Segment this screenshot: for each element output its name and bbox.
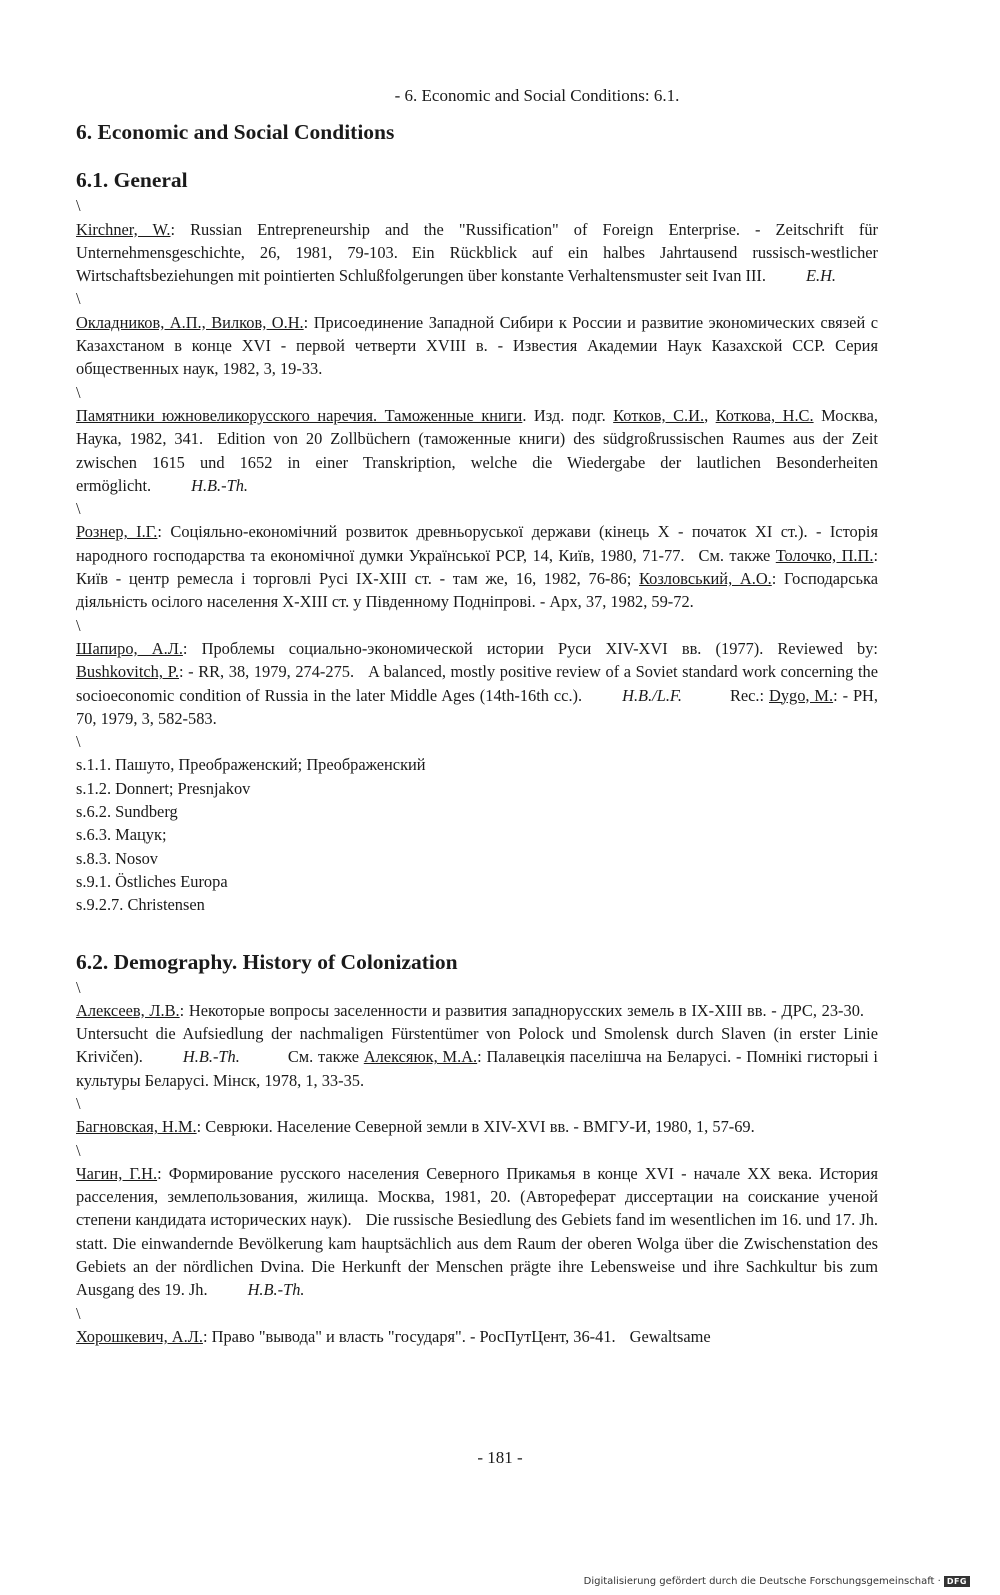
- entry-citation: : Формирование русского населения Северного Прикамья в конце XVI - начале XX века. История расселения, землепользования, жилища. Москва, 1981, 20. (Автореферат диссертации на соискание ученой степени кандидата исторических наук).: [76, 1163, 878, 1230]
- entry-author: Козловський, А.О.: [639, 569, 772, 589]
- entry-separator: \: [76, 732, 81, 752]
- entry-citation: : Некоторые вопросы заселенности и развития западнорусских земель в IX-XIII вв. - ДРС, 23-30.: [179, 1000, 864, 1020]
- entry-citation: . Изд. подг.: [522, 405, 614, 425]
- entry-author: Окладников, А.П., Вилков, О.Н.: [76, 312, 304, 332]
- entry-citation: : Russian Entrepreneurship and the "Russification" of Foreign Enterprise. - Zeitschrift für Unternehmensgeschichte, 26, 1981, 79-103.: [76, 219, 878, 262]
- entry-signature: E.H.: [805, 266, 837, 286]
- entry-author: Алексеев, Л.В.: [76, 1000, 180, 1020]
- entry-see-also: См. также: [698, 545, 771, 565]
- entry-see-also: См. также: [287, 1047, 359, 1067]
- entry-author: Чагин, Г.Н.: [76, 1163, 158, 1183]
- entry-author: Kirchner, W.: [76, 219, 171, 239]
- bibliography-entry: [76, 637, 878, 730]
- bibliography-entry: [76, 1162, 878, 1302]
- entry-punctuation: ,: [704, 405, 716, 425]
- entry-annotation: Ein Rückblick auf ein halbes Jahrtausend russisch-westlicher Wirtschaftsbeziehungen mit pointierten Schlußfolgerungen über konstante Verhaltensmuster seit Ivan III.: [76, 242, 879, 286]
- credit-text: Digitalisierung gefördert durch die Deutsche Forschungsgemeinschaft ·: [583, 1576, 941, 1587]
- entry-separator: \: [76, 1093, 81, 1113]
- entry-separator: \: [76, 615, 81, 635]
- entry-annotation: Gewaltsame: [629, 1326, 711, 1346]
- entry-editor: Коткова, Н.С.: [715, 405, 814, 425]
- entry-separator: \: [76, 382, 81, 402]
- entry-separator: \: [76, 1140, 81, 1160]
- entry-author: Толочко, П.П.: [775, 545, 874, 565]
- entry-citation: : Київ - центр ремесла і торговлі Русі IX-XIII ст. - там же, 16, 1982, 76-86;: [76, 545, 878, 589]
- cross-reference: s.9.2.7. Christensen: [76, 895, 205, 915]
- entry-rec-label: Rec.:: [729, 685, 765, 705]
- entry-signature: H.B.-Th.: [247, 1280, 305, 1300]
- entry-annotation: Untersucht die Aufsiedlung der nachmaligen Fürstentümer von Polock und Smolensk durch Slaven (in erster Linie Krivičen).: [76, 1024, 878, 1067]
- entry-separator: \: [76, 196, 81, 216]
- entry-reviewer: Dygo, M.: [769, 685, 834, 705]
- entry-citation: : Палавецкія паселішча на Беларусі. - Помнікі гисторыі і культуры Беларусі. Мінск, 1978, 1, 33-35.: [76, 1047, 878, 1090]
- entry-separator: \: [76, 499, 81, 519]
- section-title-demography: 6.2. Demography. History of Colonization: [76, 949, 458, 974]
- cross-reference: s.1.2. Donnert; Presnjakov: [76, 778, 251, 798]
- bibliography-entry: [76, 520, 878, 613]
- bibliography-entry: [76, 311, 878, 381]
- chapter-title: 6. Economic and Social Conditions: [76, 120, 395, 145]
- entry-annotation: Die russische Besiedlung des Gebiets fand im wesentlichen im 16. und 17. Jh. statt. Die einwandernde Bevölkerung kam hauptsächlich aus dem Raum der oberen Wolga über die Zwischenstation des Gebiets an der nördlichen Dvina. Die Herkunft der Menschen prägte ihre Lebensweise und ihre Sachkultur bis zum Ausgang des 19. Jh.: [76, 1210, 879, 1300]
- entry-annotation: A balanced, mostly positive review of a Soviet standard work concerning the socioeconomic condition of Russia in the later Middle Ages (14th-16th cc.).: [76, 662, 878, 705]
- dfg-logo: DFG: [944, 1576, 970, 1587]
- entry-signature: H.B./L.F.: [622, 685, 682, 705]
- entry-separator: \: [76, 289, 81, 309]
- page-body: [76, 84, 878, 1348]
- cross-reference: s.6.2. Sundberg: [76, 802, 178, 822]
- cross-reference: s.8.3. Nosov: [76, 848, 158, 868]
- entry-citation: : - RR, 38, 1979, 274-275.: [178, 662, 355, 682]
- entry-editor: Котков, С.И.: [613, 405, 705, 425]
- entry-reviewer: Bushkovitch, P.: [76, 662, 179, 682]
- entry-citation: : Проблемы социально-экономической истории Руси XIV-XVI вв. (1977).: [182, 638, 764, 658]
- entry-citation: Москва, Наука, 1982, 341.: [76, 405, 878, 449]
- cross-reference-list: [76, 753, 878, 916]
- entry-citation: : Господарська діяльність осілого населення X-XIII ст. у Південному Подніпрові. - Арх, 37, 1982, 59-72.: [76, 569, 878, 612]
- entry-reviewed-by: Reviewed by:: [777, 638, 878, 658]
- entry-author: Шапиро, А.Л.: [76, 638, 183, 658]
- entry-signature: H.B.-Th.: [191, 475, 249, 495]
- section-title-general: 6.1. General: [76, 168, 188, 193]
- cross-reference: s.1.1. Пашуто, Преображенский; Преображенский: [76, 755, 426, 775]
- entry-citation: : Присоединение Западной Сибири к России и развитие экономических связей с Казахстаном в конце XVI - первой четверти XVIII в. - Известия Академии Наук Казахской ССР. Серия общественных наук, 1982, 3, 19-33.: [76, 312, 878, 379]
- bibliography-entry: [76, 999, 878, 1092]
- entry-author: Багновская, Н.М.: [76, 1117, 197, 1137]
- bibliography-entry: [76, 218, 878, 288]
- entry-citation: : Севрюки. Население Северной земли в XIV-XVI вв. - ВМГУ-И, 1980, 1, 57-69.: [196, 1117, 755, 1137]
- entry-author: Алексяюк, М.А.: [363, 1047, 478, 1067]
- bibliography-entry: [76, 404, 878, 497]
- entry-author: Хорошкевич, А.Л.: [76, 1326, 203, 1346]
- bibliography-entry: [76, 1325, 878, 1348]
- entry-separator: \: [76, 977, 81, 997]
- entry-separator: \: [76, 1303, 81, 1323]
- entry-signature: H.B.-Th.: [182, 1047, 240, 1067]
- bibliography-entry: [76, 1115, 878, 1138]
- entry-annotation: Edition von 20 Zollbüchern (таможенные книги) des südgroßrussischen Raumes aus der Zeit zwischen 1615 und 1652 in einer Transkription, welche die Wiedergabe der lautlichen Besonderheiten ermöglicht.: [76, 429, 878, 495]
- running-head: - 6. Economic and Social Conditions: 6.1.: [394, 86, 680, 105]
- cross-reference: s.6.3. Мацук;: [76, 825, 167, 845]
- entry-author: Рознер, І.Г.: [76, 522, 158, 542]
- cross-reference: s.9.1. Östliches Europa: [76, 871, 228, 891]
- entry-citation: : Соціяльно-економічний розвиток древньоруської держави (кінець X - початок XI ст.). - Історія народного господарства та економічної думки Української РСР, 14, Київ, 1980, 71-77.: [76, 522, 878, 565]
- page-number: - 181 -: [477, 1448, 523, 1467]
- digitization-credit: [584, 1576, 970, 1587]
- entry-citation: : - PH, 70, 1979, 3, 582-583.: [76, 685, 878, 728]
- entry-title: Памятники южновеликорусского наречия. Таможенные книги: [76, 405, 523, 425]
- entry-citation: : Право "вывода" и власть "государя". - РосПутЦент, 36-41.: [202, 1326, 616, 1346]
